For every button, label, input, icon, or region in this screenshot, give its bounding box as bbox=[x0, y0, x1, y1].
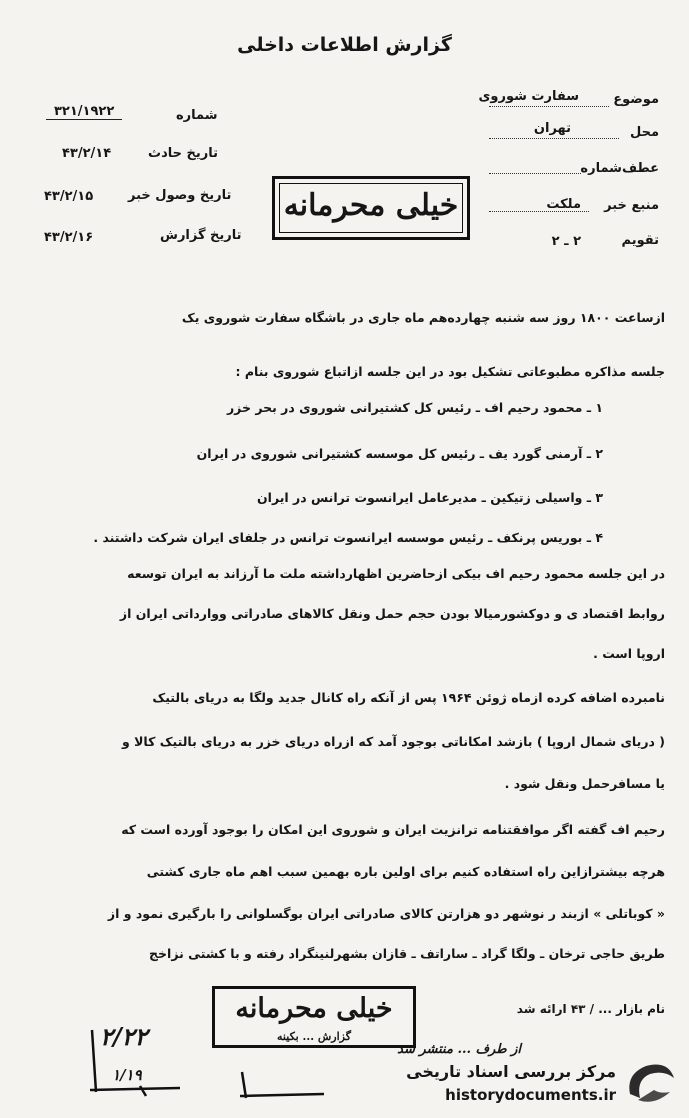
stamp-bottom-subtext: گزارش ... بکینه bbox=[277, 1030, 351, 1043]
signature-text: از طرف ... منتشر شد bbox=[397, 1042, 521, 1057]
evaluation-value: ۲ ـ ۲ bbox=[551, 234, 581, 249]
subject-dots bbox=[489, 106, 609, 107]
ref-number-label: عطف‌شماره bbox=[580, 161, 659, 176]
body-p4-line1: رحیم اف گفته اگر موافقتنامه ترانزیت ایران و شوروی این امکان را بوجود آورده است که bbox=[121, 822, 665, 837]
attendee-item-2: ۲ ـ آرمنی گورد یف ـ رئیس کل موسسه کشتیرانی شوروی در ایران bbox=[196, 446, 603, 461]
body-p2-line3: اروپا است . bbox=[593, 646, 665, 661]
number-value: ۳۲۱/۱۹۲۲ bbox=[46, 104, 122, 120]
evaluation-label: تقویم bbox=[621, 233, 659, 248]
source-dots bbox=[489, 211, 589, 212]
seal-logo-icon bbox=[624, 1060, 678, 1108]
body-p4-line2: هرچه بیشترازاین راه استفاده کنیم برای اولین باره بهمین سبب اهم ماه جاری کشتی bbox=[146, 864, 665, 879]
receipt-date-value: ۴۳/۲/۱۵ bbox=[44, 189, 94, 204]
attendee-item-1: ۱ ـ محمود رحیم اف ـ رئیس کل کشتیرانی شوروی در بحر خزر bbox=[226, 400, 603, 415]
body-p1-line2: جلسه مذاکره مطبوعاتی تشکیل بود در این جلسه ازاتباع شوروی بنام : bbox=[235, 364, 665, 379]
place-label: محل bbox=[629, 125, 659, 140]
receipt-date-label: تاریخ وصول خبر bbox=[128, 188, 232, 203]
body-p3-line2: ( دریای شمال اروپا ) بازشد امکاناتی بوجود آمد که ازراه دریای خزر به دریای بالتیک کالا و bbox=[121, 734, 665, 749]
archive-name: مرکز بررسی اسناد تاریخی bbox=[406, 1062, 616, 1081]
archive-url[interactable]: historydocuments.ir bbox=[445, 1086, 616, 1104]
archive-logo bbox=[400, 1056, 682, 1112]
subject-value: سفارت شوروی bbox=[478, 89, 579, 104]
event-date-label: تاریخ حادث bbox=[148, 146, 219, 161]
place-dots bbox=[489, 138, 619, 139]
body-p2-line1: در این جلسه محمود رحیم اف بیکی ازحاضرین اظهارداشته ملت ما آرزاند به ایران توسعه bbox=[127, 566, 665, 581]
attendee-item-4: ۴ ـ بوریس پرنکف ـ رئیس موسسه ایرانسوت ترانس در جلفای ایران شرکت داشتند . bbox=[93, 530, 603, 545]
signature-scribble bbox=[236, 1064, 336, 1104]
body-p1-line1: ازساعت ۱۸۰۰ روز سه شنبه چهارده‌هم ماه جاری در باشگاه سفارت شوروی یک bbox=[181, 310, 665, 325]
ref-dots bbox=[489, 173, 581, 174]
closing-line: نام بازار ... / ۴۳ ارائه شد bbox=[516, 1002, 665, 1016]
attendee-item-3: ۳ ـ واسیلی زتیکین ـ مدیرعامل ایرانسوت ترانس در ایران bbox=[256, 490, 603, 505]
source-value: ملکت bbox=[546, 197, 581, 212]
report-date-label: تاریخ گزارش bbox=[160, 228, 242, 243]
body-p3-line3: یا مسافرحمل ونقل شود . bbox=[504, 776, 665, 791]
report-date-value: ۴۳/۲/۱۶ bbox=[44, 230, 94, 245]
margin-note-2: ۱/۱۹ bbox=[112, 1066, 142, 1084]
classification-stamp-bottom bbox=[212, 986, 416, 1048]
body-p4-line4: طریق حاجی ترخان ـ ولگا گراد ـ ساراتف ـ قازان بشهرلنینگراد رفته و با کشتی نزاخج bbox=[149, 946, 665, 961]
source-label: منبع خبر bbox=[604, 198, 659, 213]
body-p4-line3: « کوباتلی » ازبند ر نوشهر دو هزارتن کالای صادراتی ایران بوگسلوانی را بارگیری نمود و از bbox=[107, 906, 665, 921]
document-title: گزارش اطلاعات داخلی bbox=[237, 34, 452, 56]
body-p3-line1: نامبرده اضافه کرده ازماه ژوئن ۱۹۶۴ پس از آنکه راه کانال جدید ولگا به دریای بالتیک bbox=[152, 690, 665, 705]
stamp-bottom-text: خیلی محرمانه bbox=[235, 993, 393, 1024]
body-p2-line2: روابط اقتصاد ی و دوکشورمیالا بودن حجم حمل ونقل کالاهای صادراتی ووارداتی ایران از bbox=[119, 606, 665, 621]
margin-scribble bbox=[80, 1020, 190, 1100]
number-label: شماره bbox=[176, 108, 218, 123]
subject-label: موضوع bbox=[613, 92, 659, 107]
classification-stamp-top bbox=[272, 176, 470, 240]
place-value: تهران bbox=[533, 121, 571, 136]
margin-note: ۲/۲۲ bbox=[100, 1022, 148, 1051]
event-date-value: ۴۳/۲/۱۴ bbox=[62, 146, 112, 161]
stamp-top-text: خیلی محرمانه bbox=[283, 188, 459, 223]
